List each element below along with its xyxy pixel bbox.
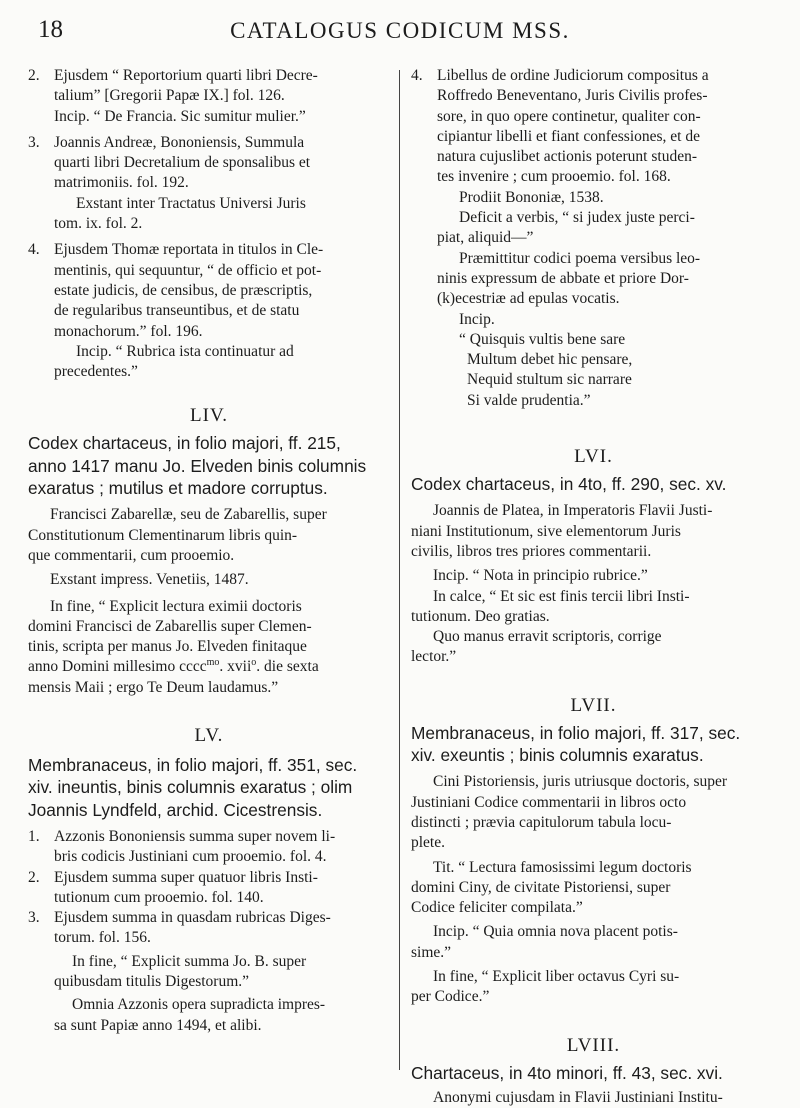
- text-line: sore, in quo opere continetur, qualiter con-: [437, 107, 701, 125]
- lv-entry-2: [28, 868, 390, 909]
- omnia-line: sa sunt Papiæ anno 1494, et alibi.: [54, 1016, 262, 1034]
- incip-label: Incip.: [459, 310, 495, 328]
- text-line: estate judicis, de censibus, de præscriptis,: [54, 281, 313, 299]
- text-line: civilis, libros tres priores commentarii.: [411, 542, 652, 560]
- praemittitur-line: Præmittitur codici poema versibus leo-: [459, 249, 701, 267]
- desc-line: Membranaceus, in folio majori, ff. 317, sec.: [411, 722, 741, 743]
- incip-line: Incip. “ Quia omnia nova placent potis-: [433, 923, 678, 941]
- calce-line: In calce, “ Et sic est finis tercii libri Insti-: [433, 587, 690, 605]
- explicit-line: mensis Maii ; ergo Te Deum laudamus.”: [28, 678, 279, 696]
- entry-2: [28, 66, 390, 127]
- text-line: Libellus de ordine Judiciorum compositus a: [437, 67, 709, 84]
- entry-4-libellus: [411, 66, 776, 411]
- explicit-line: In fine, “ Explicit liber octavus Cyri su-: [433, 967, 680, 985]
- calce-line: Quo manus erravit scriptoris, corrige: [433, 628, 662, 646]
- desc-line: exaratus ; mutilus et madore corruptus.: [28, 478, 328, 499]
- entry-number: 2.: [28, 868, 40, 886]
- desc-line: Joannis Lyndfeld, archid. Cicestrensis.: [28, 799, 323, 820]
- codex-description-lvi: [411, 473, 776, 495]
- exstant-line: Exstant impress. Venetiis, 1487.: [50, 571, 249, 589]
- text-line: Ejusdem summa in quasdam rubricas Diges-: [54, 909, 331, 927]
- praemittitur-line: ninis expressum de abbate et priore Dor-: [437, 269, 689, 287]
- verse-line: Si valde prudentia.”: [467, 391, 591, 409]
- verse-line: “ Quisquis vultis bene sare: [459, 330, 626, 348]
- right-column: [411, 66, 776, 1108]
- incip-line: sime.”: [411, 943, 452, 961]
- desc-line: Codex chartaceus, in folio majori, ff. 215,: [28, 433, 341, 454]
- superscript: o: [251, 657, 257, 669]
- lv-entry-1: [28, 827, 390, 868]
- text-line: tes invenire ; cum prooemio. fol. 168.: [437, 168, 671, 186]
- deficit-line: piat, aliquid—”: [437, 229, 534, 247]
- explicit-line: In fine, “ Explicit summa Jo. B. super: [72, 952, 307, 970]
- text-line: Joannis Andreæ, Bononiensis, Summula: [54, 133, 305, 151]
- entry-number: 4.: [411, 67, 423, 84]
- text-line: Joannis de Platea, in Imperatoris Flavii Justi-: [433, 502, 713, 520]
- explicit-line: per Codice.”: [411, 988, 490, 1006]
- explicit-line: [28, 657, 390, 677]
- explicit-line: domini Francisci de Zabarellis super Clemen-: [28, 617, 312, 635]
- text-line: Ejusdem Thomæ reportata in titulos in Cle-: [54, 241, 324, 259]
- calce-line: tutionum. Deo gratias.: [411, 607, 550, 625]
- explicit-text: . die sexta: [256, 658, 319, 676]
- desc-line: xiv. ineuntis, binis columnis exaratus ; olim: [28, 777, 353, 798]
- note-line: tom. ix. fol. 2.: [54, 215, 143, 233]
- text-line: tutionum cum prooemio. fol. 140.: [54, 888, 264, 906]
- text-line: niani Institutionum, sive elementorum Juris: [411, 522, 681, 540]
- text-line: Ejusdem “ Reportorium quarti libri Decre-: [54, 67, 318, 84]
- text-line: que commentarii, cum prooemio.: [28, 546, 235, 564]
- codex-description-lvii: [411, 722, 776, 767]
- explicit-text: . xvii: [219, 658, 252, 676]
- incip-line: Incip. “ Nota in principio rubrice.”: [433, 567, 648, 585]
- incip-line: precedentes.”: [54, 363, 138, 381]
- codex-description-lv: [28, 754, 390, 821]
- codex-numeral-lv: LV.: [194, 725, 224, 747]
- desc-line: Membranaceus, in folio majori, ff. 351, sec.: [28, 755, 358, 776]
- desc-line: anno 1417 manu Jo. Elveden binis columnis: [28, 455, 367, 476]
- codex-numeral-lvii: LVII.: [570, 694, 617, 716]
- desc-line: Codex chartaceus, in 4to, ff. 290, sec. xv.: [411, 474, 727, 495]
- entry-number: 4.: [28, 241, 40, 259]
- praemittitur-line: (k)ecestriæ ad epulas vocatis.: [437, 290, 620, 308]
- text-line: Francisci Zabarellæ, seu de Zabarellis, super: [50, 506, 327, 524]
- desc-line: Chartaceus, in 4to minori, ff. 43, sec. xvi.: [411, 1062, 723, 1083]
- page-header: [0, 8, 800, 48]
- text-line: mentinis, qui sequuntur, “ de officio et pot-: [54, 261, 322, 279]
- calce-line: lector.”: [411, 648, 457, 666]
- explicit-line: quibusdam titulis Digestorum.”: [54, 972, 250, 990]
- column-divider: [399, 70, 400, 1070]
- verse-line: Multum debet hic pensare,: [467, 351, 633, 369]
- tit-line: Tit. “ Lectura famosissimi legum doctoris: [433, 858, 692, 876]
- codex-numeral-lvi: LVI.: [574, 446, 613, 468]
- text-line: monachorum.” fol. 196.: [54, 322, 203, 340]
- text-line: Anonymi cujusdam in Flavii Justiniani Institu-: [433, 1088, 723, 1106]
- tit-line: domini Ciny, de civitate Pistoriensi, super: [411, 878, 671, 896]
- page-number: 18: [38, 16, 63, 43]
- text-line: plete.: [411, 834, 445, 852]
- text-line: Roffredo Beneventano, Juris Civilis profes-: [437, 87, 708, 105]
- text-line: cipiantur libelli et fiant confessiones, et de: [437, 127, 700, 145]
- incip-line: Incip. “ Rubrica ista continuatur ad: [76, 342, 294, 360]
- omnia-line: Omnia Azzonis opera supradicta impres-: [72, 996, 326, 1014]
- text-line: Ejusdem summa super quatuor libris Insti-: [54, 868, 318, 886]
- text-line: matrimoniis. fol. 192.: [54, 174, 189, 192]
- text-line: bris codicis Justiniani cum prooemio. fol. 4.: [54, 848, 327, 866]
- running-title: CATALOGUS CODICUM MSS.: [230, 18, 570, 43]
- entry-number: 3.: [28, 909, 40, 927]
- lv-entry-3: [28, 908, 390, 949]
- text-line: distincti ; prævia capitulorum tabula locu-: [411, 813, 672, 831]
- entry-number: 1.: [28, 827, 40, 845]
- note-line: Exstant inter Tractatus Universi Juris: [76, 194, 306, 212]
- codex-description-liv: [28, 432, 390, 499]
- prodiit-line: Prodiit Bononiæ, 1538.: [459, 188, 604, 206]
- verse-line: Nequid stultum sic narrare: [467, 371, 632, 389]
- text-line: natura cujuslibet actionis poterunt studen-: [437, 148, 697, 166]
- codex-numeral-lviii: LVIII.: [566, 1034, 621, 1056]
- text-line: Cini Pistoriensis, juris utriusque doctoris, super: [433, 773, 728, 791]
- codex-numeral-liv: LIV.: [190, 405, 228, 427]
- entry-4: [28, 240, 390, 382]
- explicit-line: tinis, scripta per manus Jo. Elveden finitaque: [28, 638, 307, 656]
- text-line: Azzonis Bononiensis summa super novem li-: [54, 827, 336, 845]
- text-line: Incip. “ De Francia. Sic sumitur mulier.”: [54, 107, 306, 125]
- tit-line: Codice feliciter compilata.”: [411, 899, 583, 917]
- text-line: talium” [Gregorii Papæ IX.] fol. 126.: [54, 87, 285, 105]
- explicit-line: In fine, “ Explicit lectura eximii doctoris: [50, 597, 302, 615]
- deficit-line: Deficit a verbis, “ si judex juste perci-: [459, 209, 695, 227]
- entry-number: 2.: [28, 67, 40, 84]
- entry-3: [28, 133, 390, 234]
- text-line: quarti libri Decretalium de sponsalibus et: [54, 154, 311, 172]
- text-line: Constitutionum Clementinarum libris quin-: [28, 526, 298, 544]
- desc-line: xiv. exeuntis ; binis columnis exaratus.: [411, 745, 704, 766]
- explicit-text: anno Domini millesimo cccc: [28, 658, 207, 676]
- text-line: de regularibus transeuntibus, et de statu: [54, 302, 300, 320]
- entry-number: 3.: [28, 133, 40, 151]
- text-line: torum. fol. 156.: [54, 929, 151, 947]
- superscript: mo: [206, 657, 220, 669]
- text-line: Justiniani Codice commentarii in libros octo: [411, 793, 687, 811]
- left-column: [28, 66, 390, 1036]
